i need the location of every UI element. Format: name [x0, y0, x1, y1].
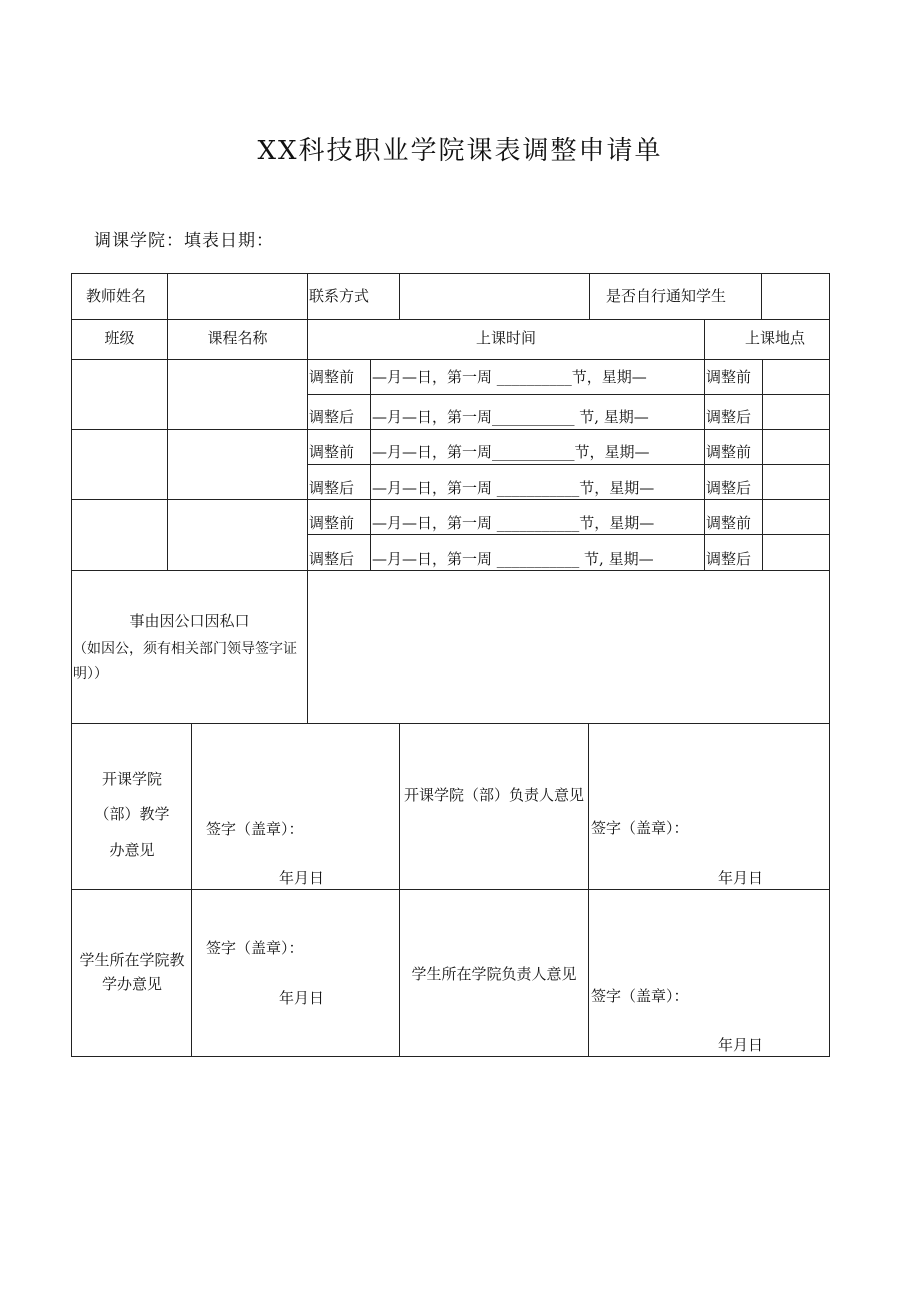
grid-line [71, 723, 829, 724]
opening-college-head-opinion-label: 开课学院（部）负责人意见 [403, 786, 584, 804]
teacher-name-label: 教师姓名 [86, 287, 147, 305]
grid-line [71, 1056, 829, 1057]
opening-college-office-opinion-label: 开课学院（部）教学办意见 [94, 770, 170, 859]
schedule-row-label: 调整前 [309, 514, 355, 532]
teacher-name-field[interactable] [168, 274, 306, 319]
grid-line [370, 359, 371, 570]
schedule-row-time[interactable]: —月—日，第一周___________节，星期— [372, 443, 650, 461]
schedule-row-location-label: 调整前 [706, 514, 752, 532]
grid-line [191, 723, 192, 1057]
grid-line [589, 273, 590, 319]
student-college-head-opinion-label: 学生所在学院负责人意见 [411, 965, 577, 983]
grid-line [71, 429, 829, 430]
grid-line [704, 319, 705, 570]
schedule-row-label: 调整后 [309, 408, 355, 426]
schedule-row-location-label: 调整后 [706, 479, 752, 497]
grid-line [71, 319, 829, 320]
notify-students-label: 是否自行通知学生 [606, 287, 727, 305]
schedule-row-time[interactable]: —月—日，第一周 ___________节，星期— [372, 479, 655, 497]
reason-label: 事由因公口因私口 [129, 612, 250, 630]
schedule-row-label: 调整前 [309, 443, 355, 461]
reason-field[interactable] [308, 571, 828, 722]
schedule-row-location-label: 调整后 [706, 408, 752, 426]
column-header-location: 上课地点 [744, 329, 805, 347]
grid-line [762, 359, 763, 570]
reason-note: （如因公，须有相关部门领导签字证明）） [73, 641, 297, 682]
student-college-office-opinion-label: 学生所在学院教学办意见 [79, 951, 185, 993]
schedule-row-label: 调整前 [309, 368, 355, 386]
column-header-class: 班级 [104, 329, 135, 347]
grid-line [399, 723, 400, 1057]
date-label: 年月日 [718, 869, 764, 887]
notify-students-field[interactable] [762, 274, 828, 319]
column-header-course-name: 课程名称 [207, 329, 268, 347]
grid-line [71, 499, 829, 500]
contact-label: 联系方式 [309, 287, 370, 305]
meta-line: 调课学院：填表日期： [94, 231, 274, 251]
page-title: XX科技职业学院课表调整申请单 [257, 136, 663, 166]
date-label: 年月日 [279, 989, 325, 1007]
signature-label: 签字（盖章）： [206, 820, 304, 838]
contact-field[interactable] [400, 274, 588, 319]
grid-line [307, 534, 829, 535]
grid-line [71, 359, 829, 360]
signature-label: 签字（盖章）： [206, 939, 304, 957]
schedule-row-time[interactable]: —月—日，第一周 ___________节，星期— [372, 514, 655, 532]
grid-line [307, 394, 829, 395]
schedule-row-time[interactable]: —月—日，第一周 __________节，星期— [372, 368, 647, 386]
grid-line [829, 273, 830, 1057]
schedule-row-location-label: 调整后 [706, 550, 752, 568]
grid-line [588, 723, 589, 1057]
signature-label: 签字（盖章）： [591, 987, 689, 1005]
schedule-row-label: 调整后 [309, 479, 355, 497]
schedule-row-location-label: 调整前 [706, 368, 752, 386]
grid-line [71, 273, 72, 1057]
schedule-row-time[interactable]: —月—日，第一周 ___________ 节, 星期— [372, 550, 654, 568]
grid-line [71, 889, 829, 890]
signature-label: 签字（盖章）： [591, 819, 689, 837]
column-header-class-time: 上课时间 [475, 329, 536, 347]
schedule-row-time[interactable]: —月—日，第一周___________ 节, 星期— [372, 408, 649, 426]
date-label: 年月日 [279, 869, 325, 887]
schedule-row-label: 调整后 [309, 550, 355, 568]
grid-line [307, 464, 829, 465]
date-label: 年月日 [718, 1036, 764, 1054]
schedule-row-location-label: 调整前 [706, 443, 752, 461]
